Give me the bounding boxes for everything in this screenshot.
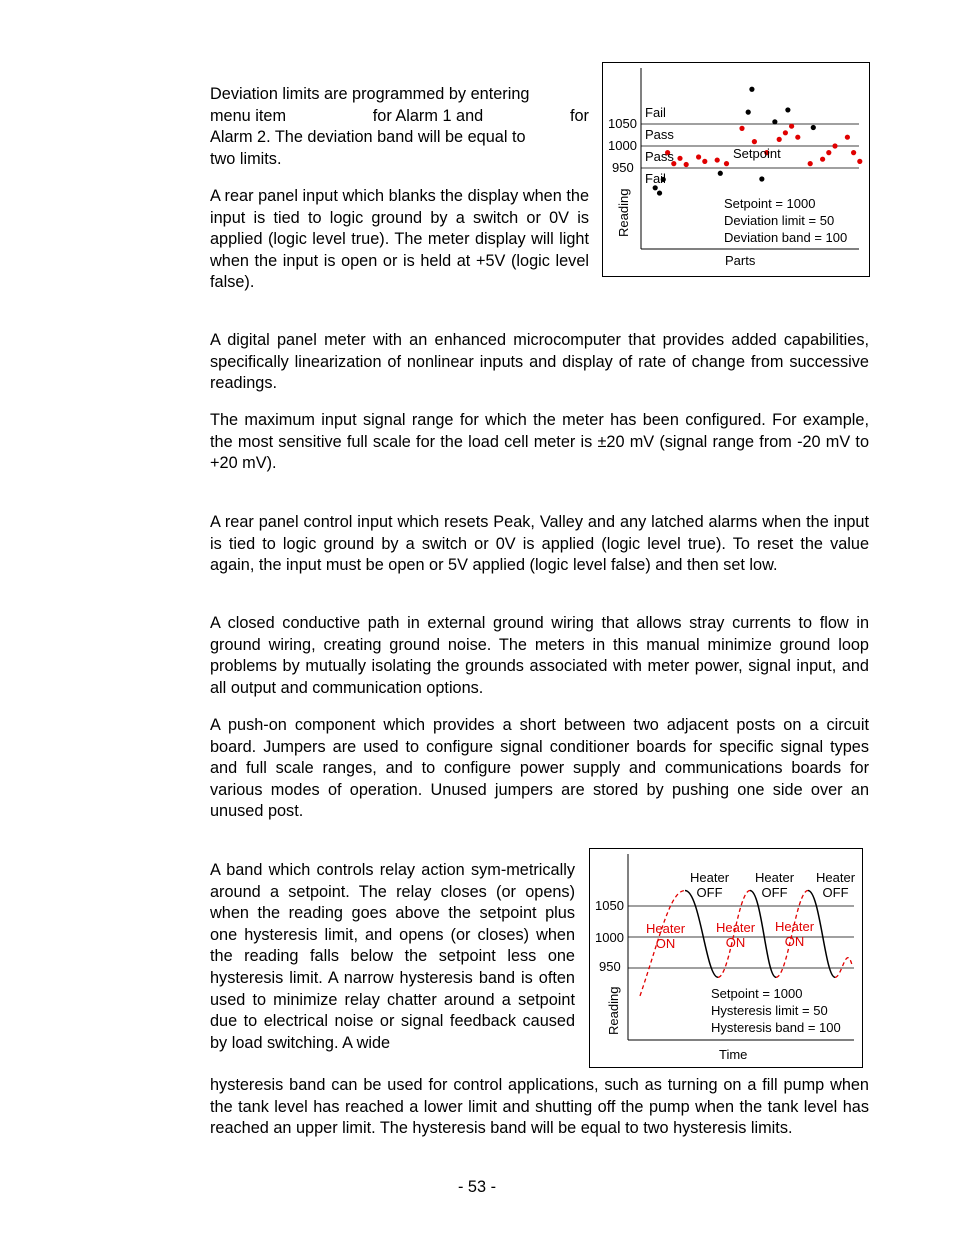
- pass-point-3: [684, 162, 689, 167]
- deviation-line-4: two limits.: [210, 149, 282, 168]
- note-deviation-limit: Deviation limit = 50: [724, 213, 835, 228]
- pass-point-11: [777, 137, 782, 142]
- pass-point-7: [724, 161, 729, 166]
- deviation-chart: [602, 62, 870, 277]
- fail-point-7: [772, 119, 777, 124]
- deviation-line-2c: for: [569, 106, 589, 125]
- pass-point-12: [783, 130, 788, 135]
- jumper-paragraph: A push-on component which provides a short between two adjacent posts on a circuit board. Jumpers are used to configure signal conditioner boards for specific signal types and full scale ranges, and to configure power supply and communications boards for various modes of operation. Unused jumpers are stored by pushing one side over an unused post.: [210, 716, 869, 821]
- blanking-paragraph: A rear panel input which blanks the display when the input is tied to logic ground by a switch or 0V is applied (logic level true). The meter display will light when the input is open or is held at +5V (logic level false).: [210, 187, 589, 292]
- heater-off-label-2: Heater OFF: [755, 870, 795, 900]
- tick-1050: 1050: [608, 116, 637, 131]
- deviation-line-2b: for Alarm 1 and: [372, 106, 484, 125]
- heater-on-label-3: Heater ON: [775, 919, 815, 949]
- note-setpoint: Setpoint = 1000: [711, 986, 803, 1001]
- pass-point-6: [715, 157, 720, 162]
- heater-off-label-3: Heater OFF: [816, 870, 856, 900]
- hysteresis-paragraph-narrow: A band which controls relay action sym-metrically around a setpoint. The relay closes (or opens) when the reading goes above the setpoint plus one hysteresis limit, and opens (or closes) when the reading falls below the setpoint less one hysteresis limit. A narrow hysteresis band is often used to minimize relay chatter around a setpoint due to electrical noise or signal feedback caused by load switching. A wide: [210, 861, 575, 1052]
- pass-point-4: [696, 154, 701, 159]
- hysteresis-paragraph-wide: hysteresis band can be used for control applications, such as turning on a fill pump when the tank level has reached a lower limit and shutting off the pump when the tank level has reached an upper limit. The hysteresis band will be equal to two hysteresis limits.: [210, 1076, 869, 1138]
- heater-on-label-2: Heater ON: [716, 920, 756, 950]
- tick-950: 950: [599, 959, 621, 974]
- pass-point-16: [820, 157, 825, 162]
- tick-1000: 1000: [608, 138, 637, 153]
- pass-point-5: [702, 159, 707, 164]
- fail-point-8: [785, 107, 790, 112]
- fail-point-4: [746, 110, 751, 115]
- full-scale-paragraph: The maximum input signal range for which the meter has been configured. For example, the most sensitive full scale for the load cell meter is ±20 mV (signal range from -20 mV to +20 mV).: [210, 411, 869, 473]
- heater-on-label-1: Heater ON: [646, 921, 686, 951]
- band-label-pass-upper: Pass: [645, 127, 674, 142]
- deviation-line-3: Alarm 2. The deviation band will be equal to: [210, 128, 526, 147]
- tick-1050: 1050: [595, 898, 624, 913]
- y-axis-label: Reading: [616, 188, 631, 237]
- pass-point-17: [826, 150, 831, 155]
- enhanced-paragraph: A digital panel meter with an enhanced microcomputer that provides added capabilities, specifically linearization of nonlinear inputs and display of rate of change from successive readings.: [210, 331, 869, 393]
- pass-point-20: [851, 150, 856, 155]
- tick-1000: 1000: [595, 930, 624, 945]
- reset-paragraph: A rear panel control input which resets Peak, Valley and any latched alarms when the input is tied to logic ground by a switch or 0V is applied (logic level true). To reset the value again, the input must be open or 5V applied (logic level false) and then set low.: [210, 513, 869, 575]
- x-axis-label: Time: [719, 1047, 748, 1062]
- page-number: - 53 -: [457, 1178, 496, 1196]
- note-deviation-band: Deviation band = 100: [724, 230, 848, 245]
- fail-point-6: [759, 176, 764, 181]
- x-axis-label: Parts: [725, 253, 756, 268]
- hysteresis-chart: [589, 848, 863, 1068]
- setpoint-label: Setpoint: [733, 146, 781, 161]
- pass-point-8: [739, 126, 744, 131]
- pass-point-9: [752, 139, 757, 144]
- deviation-line-1: Deviation limits are programmed by entering: [210, 85, 530, 103]
- deviation-paragraph: [210, 84, 589, 170]
- pass-point-18: [832, 143, 837, 148]
- pass-point-21: [857, 159, 862, 164]
- band-label-fail-bottom: Fail: [645, 171, 666, 186]
- cooling-curve-0: [685, 891, 718, 978]
- fail-point-5: [749, 87, 754, 92]
- pass-point-19: [845, 135, 850, 140]
- fail-point-3: [718, 171, 723, 176]
- band-label-fail-top: Fail: [645, 105, 666, 120]
- heater-off-label-1: Heater OFF: [690, 870, 730, 900]
- pass-point-15: [808, 161, 813, 166]
- deviation-line-2a: menu item: [210, 106, 287, 125]
- fail-point-1: [657, 190, 662, 195]
- note-hysteresis-limit: Hysteresis limit = 50: [711, 1003, 828, 1018]
- fail-point-9: [811, 125, 816, 130]
- heating-curve-3: [835, 958, 852, 978]
- tick-950: 950: [612, 160, 634, 175]
- ground-loop-paragraph: A closed conductive path in external ground wiring that allows stray currents to flow in ground wiring, creating ground noise. The meters in this manual minimize ground loop problems by mutually isolating the grounds associated with meter power, signal input, and all output and communication options.: [210, 614, 869, 697]
- note-setpoint: Setpoint = 1000: [724, 196, 816, 211]
- pass-point-14: [795, 135, 800, 140]
- pass-point-2: [677, 156, 682, 161]
- pass-point-13: [789, 124, 794, 129]
- band-label-pass-lower: Pass: [645, 149, 674, 164]
- note-hysteresis-band: Hysteresis band = 100: [711, 1020, 841, 1035]
- y-axis-label: Reading: [606, 986, 621, 1035]
